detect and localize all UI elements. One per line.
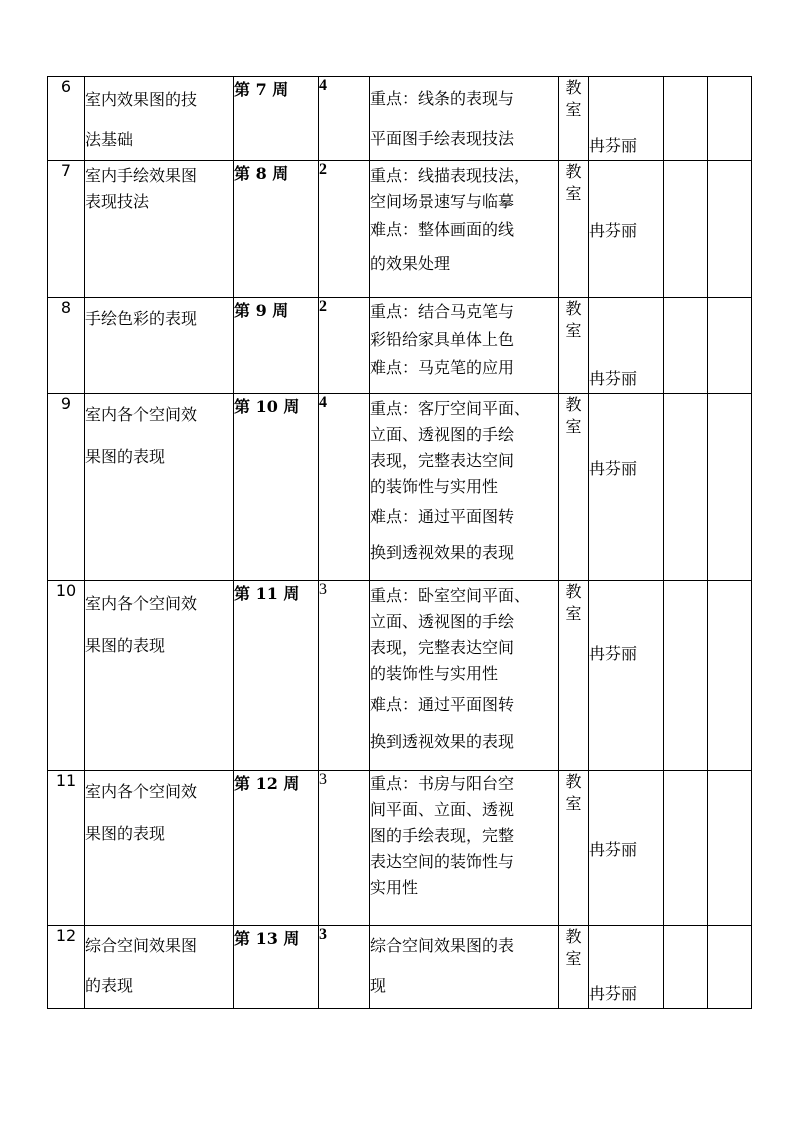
topic-cell: [85, 77, 234, 161]
content-line: 换到透视效果的表现: [370, 732, 515, 751]
hours-cell: 4: [319, 394, 370, 581]
content-line: 现: [370, 976, 387, 995]
empty-cell: [664, 161, 708, 298]
content-cell: [370, 771, 559, 926]
topic-line: 室内手绘效果图: [85, 166, 198, 185]
content-line: 实用性: [370, 878, 419, 897]
content-line: 重点：线条的表现与: [370, 89, 515, 108]
place-char: 教: [565, 299, 582, 318]
topic-line: 果图的表现: [85, 447, 166, 466]
topic-line: 的表现: [85, 976, 134, 995]
topic-line: 果图的表现: [85, 824, 166, 843]
week-cell: 第 10 周: [234, 394, 319, 581]
content-line: 图的手绘表现，完整: [370, 826, 515, 845]
topic-line: 室内各个空间效: [85, 594, 198, 613]
week-cell: 第 8 周: [234, 161, 319, 298]
hours-cell: 2: [319, 298, 370, 394]
content-line: 重点：书房与阳台空: [370, 774, 515, 793]
empty-cell: [664, 394, 708, 581]
topic-line: 室内各个空间效: [85, 405, 198, 424]
place-char: 教: [565, 582, 582, 601]
place-char: 室: [565, 794, 582, 813]
place-cell: [559, 161, 589, 298]
content-line: 重点：结合马克笔与: [370, 302, 515, 321]
content-line: 难点：马克笔的应用: [370, 358, 515, 377]
teacher-cell: 冉芬丽: [589, 394, 664, 581]
week-cell: 第 9 周: [234, 298, 319, 394]
content-line: 彩铅给家具单体上色: [370, 330, 515, 349]
place-char: 教: [565, 772, 582, 791]
empty-cell: [664, 77, 708, 161]
teacher-cell: 冉芬丽: [589, 581, 664, 771]
row-number: 11: [48, 771, 85, 926]
topic-line: 表现技法: [85, 192, 150, 211]
topic-cell: [85, 298, 234, 394]
topic-line: 综合空间效果图: [85, 936, 198, 955]
content-line: 的装饰性与实用性: [370, 664, 499, 683]
row-number: 12: [48, 926, 85, 1009]
week-cell: 第 11 周: [234, 581, 319, 771]
empty-cell: [708, 926, 752, 1009]
table-row: [48, 581, 752, 771]
content-line: 重点：客厅空间平面、: [370, 399, 531, 418]
place-char: 室: [565, 417, 582, 436]
place-char: 室: [565, 604, 582, 623]
content-line: 重点：卧室空间平面、: [370, 586, 531, 605]
row-number: 10: [48, 581, 85, 771]
content-line: 间平面、立面、透视: [370, 800, 515, 819]
row-number: 6: [48, 77, 85, 161]
place-char: 室: [565, 321, 582, 340]
empty-cell: [664, 771, 708, 926]
content-line: 表达空间的装饰性与: [370, 852, 515, 871]
empty-cell: [708, 161, 752, 298]
row-number: 8: [48, 298, 85, 394]
hours-cell: 3: [319, 926, 370, 1009]
place-cell: [559, 581, 589, 771]
place-cell: [559, 926, 589, 1009]
place-cell: [559, 394, 589, 581]
hours-cell: 4: [319, 77, 370, 161]
content-line: 立面、透视图的手绘: [370, 612, 515, 631]
content-line: 空间场景速写与临摹: [370, 192, 515, 211]
hours-cell: 2: [319, 161, 370, 298]
content-line: 难点：整体画面的线: [370, 220, 515, 239]
content-cell: [370, 581, 559, 771]
content-cell: [370, 926, 559, 1009]
content-cell: [370, 161, 559, 298]
empty-cell: [708, 771, 752, 926]
topic-line: 室内各个空间效: [85, 782, 198, 801]
table-row: [48, 161, 752, 298]
content-cell: [370, 77, 559, 161]
content-line: 重点：线描表现技法，: [370, 166, 531, 185]
topic-line: 果图的表现: [85, 636, 166, 655]
empty-cell: [708, 394, 752, 581]
empty-cell: [664, 298, 708, 394]
content-cell: [370, 394, 559, 581]
topic-cell: [85, 771, 234, 926]
content-line: 立面、透视图的手绘: [370, 425, 515, 444]
content-line: 换到透视效果的表现: [370, 543, 515, 562]
week-cell: 第 12 周: [234, 771, 319, 926]
empty-cell: [664, 926, 708, 1009]
place-cell: [559, 77, 589, 161]
place-char: 教: [565, 927, 582, 946]
teacher-cell: 冉芬丽: [589, 771, 664, 926]
topic-cell: [85, 581, 234, 771]
content-line: 表现，完整表达空间: [370, 451, 515, 470]
place-char: 室: [565, 184, 582, 203]
place-char: 室: [565, 949, 582, 968]
topic-cell: [85, 161, 234, 298]
content-line: 难点：通过平面图转: [370, 507, 515, 526]
teacher-cell: 冉芬丽: [589, 298, 664, 394]
teacher-cell: 冉芬丽: [589, 77, 664, 161]
empty-cell: [708, 77, 752, 161]
place-cell: [559, 771, 589, 926]
teacher-cell: 冉芬丽: [589, 926, 664, 1009]
content-line: 的装饰性与实用性: [370, 477, 499, 496]
topic-line: 法基础: [85, 130, 134, 149]
content-line: 的效果处理: [370, 254, 451, 273]
table-row: [48, 77, 752, 161]
course-schedule-table: [47, 76, 752, 1009]
place-char: 教: [565, 395, 582, 414]
empty-cell: [664, 581, 708, 771]
empty-cell: [708, 298, 752, 394]
content-line: 平面图手绘表现技法: [370, 129, 515, 148]
topic-cell: [85, 926, 234, 1009]
table-row: [48, 394, 752, 581]
teacher-cell: 冉芬丽: [589, 161, 664, 298]
table-row: [48, 926, 752, 1009]
content-cell: [370, 298, 559, 394]
place-char: 教: [565, 162, 582, 181]
place-char: 室: [565, 100, 582, 119]
topic-line: 手绘色彩的表现: [85, 309, 198, 328]
content-line: 难点：通过平面图转: [370, 695, 515, 714]
content-line: 表现，完整表达空间: [370, 638, 515, 657]
week-cell: 第 7 周: [234, 77, 319, 161]
content-line: 综合空间效果图的表: [370, 936, 515, 955]
table-row: [48, 298, 752, 394]
row-number: 9: [48, 394, 85, 581]
empty-cell: [708, 581, 752, 771]
week-cell: 第 13 周: [234, 926, 319, 1009]
topic-line: 室内效果图的技: [85, 90, 198, 109]
place-cell: [559, 298, 589, 394]
hours-cell: 3: [319, 771, 370, 926]
row-number: 7: [48, 161, 85, 298]
table-row: [48, 771, 752, 926]
place-char: 教: [565, 78, 582, 97]
topic-cell: [85, 394, 234, 581]
hours-cell: 3: [319, 581, 370, 771]
